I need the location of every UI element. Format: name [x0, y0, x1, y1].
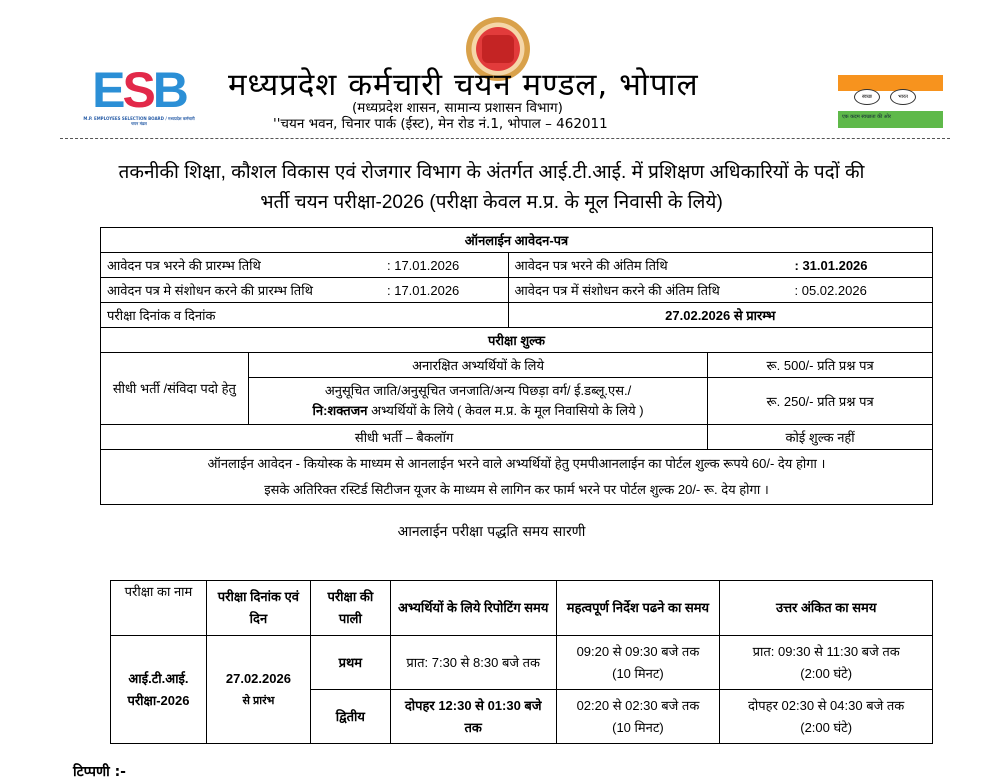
page-title: तकनीकी शिक्षा, कौशल विकास एवं रोजगार विभाग के अंतर्गत आई.टी.आई. में प्रशिक्षण अधिकारियों के पदों की भर्ती चयन परीक्षा-2026 (परीक्षा केवल म.प्र. के मूल निवासी के लिये)	[118, 162, 865, 213]
application-start-date: आवेदन पत्र भरने की प्रारम्भ तिथि : 17.01.2026	[101, 253, 509, 278]
organization-subtitle: (मध्यप्रदेश शासन, सामान्य प्रशासन विभाग)	[352, 100, 563, 116]
correction-end-date: आवेदन पत्र में संशोधन करने की अंतिम तिथि : 05.02.2026	[508, 278, 932, 303]
glasses-right-lens: भारत	[890, 89, 916, 105]
shift-second-reporting: दोपहर 12:30 से 01:30 बजे तक	[390, 690, 556, 744]
glasses-left-lens: स्वच्छ	[854, 89, 880, 105]
fee-reserved-amount: रू. 250/- प्रति प्रश्न पत्र	[708, 378, 933, 425]
fee-general-amount: रू. 500/- प्रति प्रश्न पत्र	[708, 353, 933, 378]
shift-first-instructions: 09:20 से 09:30 बजे तक (10 मिनट)	[556, 636, 720, 690]
header-shift: परीक्षा की पाली	[310, 581, 390, 636]
shift-second-answer: दोपहर 02:30 से 04:30 बजे तक (2:00 घंटे)	[720, 690, 933, 744]
fee-general-desc: अनारक्षित अभ्यर्थियों के लिये	[248, 353, 707, 378]
fee-backlog-amount: कोई शुल्क नहीं	[708, 425, 933, 450]
organization-address: ''चयन भवन, चिनार पार्क (ईस्ट), मेन रोड नं.1, भोपाल – 462011	[273, 116, 608, 132]
exam-date-label: परीक्षा दिनांक व दिनांक	[101, 303, 509, 328]
swachh-bharat-logo	[838, 75, 943, 128]
timetable-caption: आनलाईन परीक्षा पद्धति समय सारणी	[397, 524, 586, 540]
exam-name: आई.टी.आई. परीक्षा-2026	[111, 636, 207, 744]
header-divider	[60, 138, 950, 139]
fee-heading: परीक्षा शुल्क	[101, 328, 933, 353]
exam-date: 27.02.2026 से प्रारंभ	[206, 636, 310, 744]
shift-second: द्वितीय	[310, 690, 390, 744]
application-heading: ऑनलाईन आवेदन-पत्र	[101, 228, 933, 253]
esb-logo	[80, 62, 198, 130]
shift-first-reporting: प्रात: 7:30 से 8:30 बजे तक	[390, 636, 556, 690]
fee-backlog-label: सीधी भर्ती – बैकलॉग	[101, 425, 708, 450]
shift-first: प्रथम	[310, 636, 390, 690]
header-instruction-time: महत्वपूर्ण निर्देश पढने का समय	[556, 581, 720, 636]
correction-start-date: आवेदन पत्र मे संशोधन करने की प्रारम्भ तिथि : 17.01.2026	[101, 278, 509, 303]
header-exam-name: परीक्षा का नाम	[111, 581, 207, 636]
header-reporting-time: अभ्यर्थियों के लिये रिपोटिंग समय	[390, 581, 556, 636]
esb-logo-subtext: M.P. EMPLOYEES SELECTION BOARD / मध्यप्रदेश कर्मचारी चयन मंडल	[83, 116, 195, 126]
organization-title: मध्यप्रदेश कर्मचारी चयन मण्डल, भोपाल	[228, 67, 699, 103]
application-end-date: आवेदन पत्र भरने की अंतिम तिथि : 31.01.2026	[508, 253, 932, 278]
header-answer-time: उत्तर अंकित का समय	[720, 581, 933, 636]
fee-category-label: सीधी भर्ती /संविदा पदो हेतु	[101, 353, 249, 425]
header-exam-date: परीक्षा दिनांक एवं दिन	[206, 581, 310, 636]
application-fee-table	[100, 227, 933, 505]
esb-logo-letters: E S B	[92, 62, 186, 118]
shift-first-answer: प्रात: 09:30 से 11:30 बजे तक (2:00 घंटे)	[720, 636, 933, 690]
swachh-tagline: एक कदम स्वच्छता की ओर	[842, 114, 891, 120]
note-label: टिप्पणी :-	[73, 764, 126, 780]
exam-timetable	[110, 580, 933, 744]
portal-fee-note: ऑनलाईन आवेदन - कियोस्क के माध्यम से आनलाईन भरने वाले अभ्यर्थियों हेतु एमपीआनलाईन का पोर्टल शुल्क रूपये 60/- देय होगा । इसके अतिरिक्त रस्टिर्ड सिटीजन यूजर के माध्यम से लागिन कर फार्म भरने पर पोर्टल शुल्क 20/- रू. देय होगा ।	[101, 450, 933, 505]
exam-date-value: 27.02.2026 से प्रारम्भ	[508, 303, 932, 328]
fee-reserved-desc: अनुसूचित जाति/अनुसूचित जनजाति/अन्य पिछड़ा वर्ग/ ई.डब्लू.एस./ नि:शक्तजन अभ्यर्थियों के लिये ( केवल म.प्र. के मूल निवासियो के लिये )	[248, 378, 707, 425]
shift-second-instructions: 02:20 से 02:30 बजे तक (10 मिनट)	[556, 690, 720, 744]
